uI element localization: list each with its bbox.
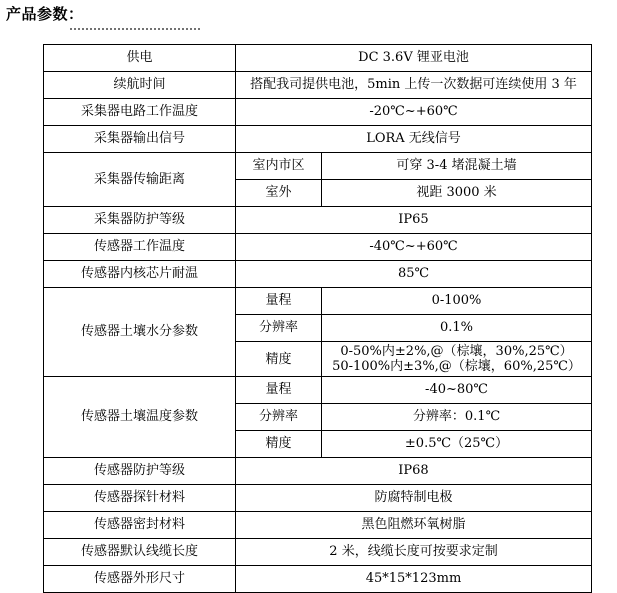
param-value: ±0.5℃（25℃） <box>322 431 592 458</box>
table-row <box>44 566 592 593</box>
table-row <box>44 72 592 99</box>
param-value: -40~80℃ <box>322 377 592 404</box>
table-row <box>44 458 592 485</box>
table-row <box>44 261 592 288</box>
param-label: 续航时间 <box>44 72 236 99</box>
param-label: 供电 <box>44 45 236 72</box>
param-value: 可穿 3-4 堵混凝土墙 <box>322 153 592 180</box>
param-label: 采集器电路工作温度 <box>44 99 236 126</box>
param-value: 85℃ <box>236 261 592 288</box>
param-value: 0.1% <box>322 315 592 342</box>
param-value: 2 米，线缆长度可按要求定制 <box>236 539 592 566</box>
sub-param-label: 量程 <box>236 288 322 315</box>
param-value: -40℃~+60℃ <box>236 234 592 261</box>
table-row <box>44 539 592 566</box>
param-value: 视距 3000 米 <box>322 180 592 207</box>
param-label: 传感器土壤水分参数 <box>44 288 236 377</box>
param-label: 采集器输出信号 <box>44 126 236 153</box>
param-value: 0-100% <box>322 288 592 315</box>
param-value: LORA 无线信号 <box>236 126 592 153</box>
param-value: 防腐特制电极 <box>236 485 592 512</box>
accuracy-line: 0-50%内±2%,@（棕壤，30%,25℃） <box>340 344 573 359</box>
table-row <box>44 234 592 261</box>
param-label: 采集器传输距离 <box>44 153 236 207</box>
param-label: 传感器内核芯片耐温 <box>44 261 236 288</box>
table-row <box>44 485 592 512</box>
table-row <box>44 207 592 234</box>
param-label: 传感器默认线缆长度 <box>44 539 236 566</box>
product-parameters-table <box>43 44 592 593</box>
param-label: 采集器防护等级 <box>44 207 236 234</box>
table-row <box>44 377 592 404</box>
param-value: 搭配我司提供电池，5min 上传一次数据可连续使用 3 年 <box>236 72 592 99</box>
accuracy-line: 50-100%内±3%,@（棕壤，60%,25℃） <box>332 359 581 374</box>
sub-param-label: 精度 <box>236 342 322 377</box>
param-label: 传感器探针材料 <box>44 485 236 512</box>
param-value: 45*15*123mm <box>236 566 592 593</box>
param-value: 分辨率：0.1℃ <box>322 404 592 431</box>
table-row <box>44 45 592 72</box>
param-label: 传感器土壤温度参数 <box>44 377 236 458</box>
param-value: DC 3.6V 锂亚电池 <box>236 45 592 72</box>
cropped-text-remnant <box>70 28 200 36</box>
sub-param-label: 量程 <box>236 377 322 404</box>
param-value: -20℃~+60℃ <box>236 99 592 126</box>
table-row <box>44 99 592 126</box>
sub-param-label: 分辨率 <box>236 404 322 431</box>
sub-param-label: 室外 <box>236 180 322 207</box>
sub-param-label: 精度 <box>236 431 322 458</box>
section-heading: 产品参数： <box>6 5 84 23</box>
param-label: 传感器密封材料 <box>44 512 236 539</box>
table-row <box>44 153 592 180</box>
param-value: 黑色阻燃环氧树脂 <box>236 512 592 539</box>
table-row <box>44 126 592 153</box>
param-label: 传感器工作温度 <box>44 234 236 261</box>
sub-param-label: 室内市区 <box>236 153 322 180</box>
table-row <box>44 288 592 315</box>
table-row <box>44 512 592 539</box>
param-value <box>322 342 592 377</box>
param-label: 传感器防护等级 <box>44 458 236 485</box>
param-value: IP68 <box>236 458 592 485</box>
param-label: 传感器外形尺寸 <box>44 566 236 593</box>
sub-param-label: 分辨率 <box>236 315 322 342</box>
param-value: IP65 <box>236 207 592 234</box>
